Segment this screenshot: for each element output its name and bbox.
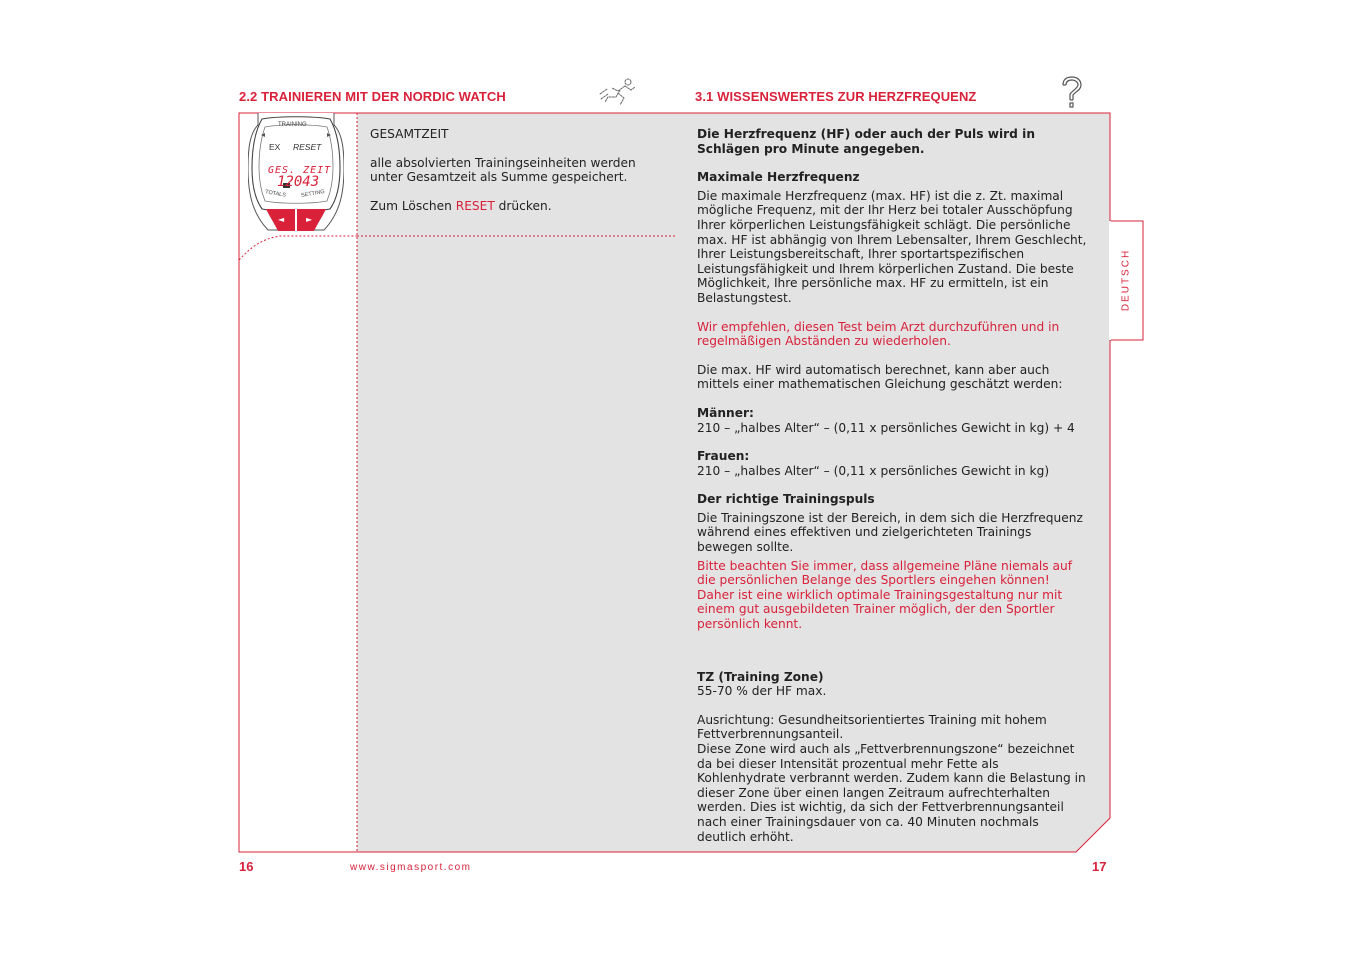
watch-display-label: GES. ZEIT: [268, 165, 332, 176]
gesamtzeit-description: alle absolvierten Trainingseinheiten werden unter Gesamtzeit als Summe gespeichert.: [370, 155, 636, 185]
watch-label-reset: RESET: [293, 142, 322, 152]
max-hf-title: Maximale Herzfrequenz: [697, 170, 860, 185]
max-hf-text: Die maximale Herzfrequenz (max. HF) ist die z. Zt. maximal mögliche Frequenz, mit der Ihr Herz bei totaler Ausschöpfung Ihrer körperlichen Leistungsfähigkeit schlägt. Die persönliche max. HF ist abhängig von Ihrem Lebensalter, Ihrem Geschlecht, Ihrer Leistungsbereitschaft, Ihrer sportartspezifischen Leistungsfähigkeit und Ihrem körperlichen Zustand. Die beste Möglichkeit, Ihre persönliche max. HF zu ermitteln, ist ein Belastungstest.: [697, 188, 1087, 305]
left-page-header: 2.2 TRAINIEREN MIT DER NORDIC WATCH: [239, 89, 506, 104]
men-title: Männer:: [697, 405, 754, 420]
right-page-header: 3.1 WISSENSWERTES ZUR HERZFREQUENZ: [695, 89, 977, 104]
reset-instruction: Zum Löschen RESET drücken.: [370, 198, 552, 213]
reset-keyword: RESET: [455, 198, 495, 213]
watch-label-totals: TOTALS: [264, 189, 287, 199]
doctor-recommendation: Wir empfehlen, diesen Test beim Arzt durchzuführen und in regelmäßigen Abständen zu wiederholen.: [697, 319, 1060, 349]
tz-aim: Ausrichtung: Gesundheitsorientiertes Training mit hohem Fettverbrennungsanteil.: [697, 712, 1047, 742]
intro-text: Die Herzfrequenz (HF) oder auch der Puls wird in Schlägen pro Minute angegeben.: [697, 127, 1035, 156]
tz-description: Diese Zone wird auch als „Fettverbrennungszone“ bezeichnet da bei dieser Intensität prozentual mehr Fette als Kohlenhydrate verbrannt werden. Zudem kann die Belastung in dieser Zone über einen langen Zeitraum aufrechterhalten werden. Dies ist wichtig, da sich der Fettverbrennungsanteil nach einer Trainingsdauer von ca. 40 Minuten nochmals deutlich erhöht.: [697, 742, 1086, 844]
page-number-left: 16: [239, 859, 254, 874]
women-formula: 210 – „halbes Alter“ – (0,11 x persönliches Gewicht in kg): [697, 463, 1050, 478]
tz-title: TZ (Training Zone): [697, 669, 824, 684]
watch-label-ex: EX: [269, 142, 281, 152]
side-tab-language: DEUTSCH: [1120, 248, 1132, 312]
watch-button-left[interactable]: ◄: [278, 215, 285, 224]
watch-display-value: 12043: [277, 174, 320, 190]
trainer-note: Bitte beachten Sie immer, dass allgemeine Pläne niemals auf die persönlichen Belange des Sportlers eingehen können! Daher ist eine wirklich optimale Trainingsgestaltung nur mit einem gut ausgebildeten Trainer möglich, der den Sportler persönlich kennt.: [697, 558, 1073, 632]
training-pulse-title: Der richtige Trainingspuls: [697, 492, 875, 507]
watch-button-right[interactable]: ►: [306, 215, 313, 224]
footer-url[interactable]: www.sigmasport.com: [350, 862, 472, 873]
training-pulse-text: Die Trainingszone ist der Bereich, in dem sich die Herzfrequenz während eines effektiven und zielgerichteten Trainings bewegen sollte.: [697, 510, 1083, 555]
calculation-text: Die max. HF wird automatisch berechnet, kann aber auch mittels einer mathematischen Gleichung geschätzt werden:: [697, 362, 1063, 392]
page-number-right: 17: [1092, 859, 1107, 874]
men-formula: 210 – „halbes Alter“ – (0,11 x persönliches Gewicht in kg) + 4: [697, 420, 1075, 435]
watch-label-setting: SETTING: [300, 188, 326, 200]
watch-label-training: TRAINING: [278, 122, 307, 128]
women-title: Frauen:: [697, 449, 750, 464]
tz-range: 55-70 % der HF max.: [697, 684, 827, 699]
watch-illustration: [248, 113, 344, 235]
section-title-gesamtzeit: GESAMTZEIT: [370, 127, 449, 141]
